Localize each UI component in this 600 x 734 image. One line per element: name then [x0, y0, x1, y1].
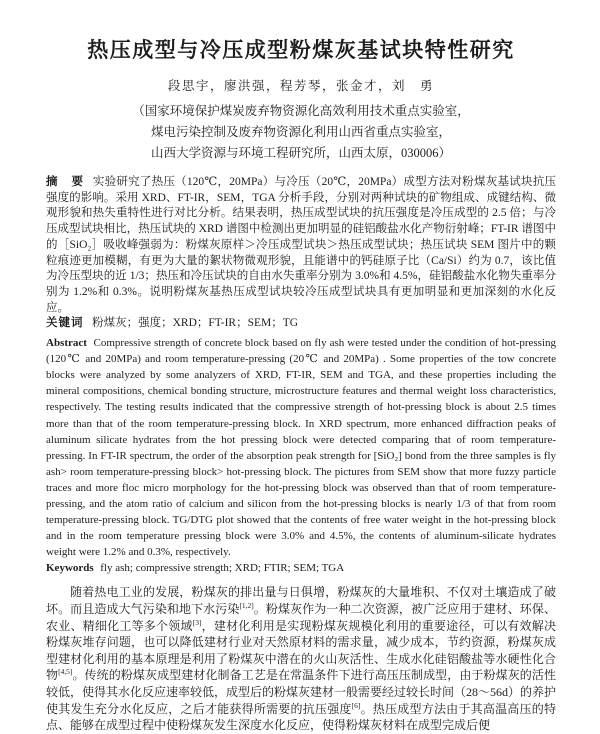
- chinese-keywords: [46, 316, 556, 332]
- chinese-abstract: [46, 175, 556, 316]
- chinese-keywords-text: 粉煤灰；强度；XRD；FT-IR；SEM；TG: [92, 317, 299, 330]
- paper-title: 热压成型与冷压成型粉煤灰基试块特性研究: [87, 38, 515, 62]
- introduction-paragraph: 随着热电工业的发展，粉煤灰的排出量与日俱增，粉煤灰的大量堆积、不仅对土壤造成了破坏。而且造成大气污染和地下水污染[1,2]。粉煤灰作为一种二次资源，被广泛应用于建材、环保、农业、精细化工等多个领域[3]，建材化利用是实现粉煤灰规模化利用的重要途径，可以有效解决粉煤灰堆存问题，也可以降低建材行业对天然原材料的需求量，减少成本，节约资源，粉煤灰成型建材化利用的基本原理是利用了粉煤灰中潜在的火山灰活性、生成水化硅铝酸盐等水硬性化合物[4,5]。传统的粉煤灰成型建材化制备工艺是在常温条件下进行高压压制成型，由于粉煤灰的活性较低，使得其水化反应速率较低，成型后的粉煤灰建材一般需要经过较长时间（28～56d）的养护使其发生充分水化反应，之后才能获得所需要的抗压强度[6]。热压成型方法由于其高温高压的特点、能够在成型过程中使粉煤灰发生深度水化反应，使得粉煤灰材料在成型完成后便: [46, 585, 557, 733]
- english-abstract-text: Compressive strength of concrete block based on fly ash were tested under the condition of hot-pressing (120℃ and 20MPa) and room temperature-pressing (20℃ and 20MPa) . Some properties of the tow concrete blocks were analyzed by some analyzers of XRD, FT-IR, SEM and TGA, and these properties including the mineral compositions, chemical bonding structure, microstructure features and thermal weight loss characteristics, respectively. The testing results indicated that the compressive strength of hot-pressing block is about 2.5 times more than that of the room temperature-pressing block. In XRD spectrum, more enhanced diffraction peaks of aluminum silicate hydrates from the hot pressing block were detected comparing that of room temperature-pressing. In FT-IR spectrum, the order of the absorption peak strength for [SiO₂] bond from the three samples is fly ash> room temperature-pressing block> hot-pressing block. The pictures from SEM show that more fuzzy particle traces and more floc micro morphology for the hot-pressing block was observed than that of room temperature-pressing, and the atom ratio of calcium and silicon from the hot-pressing blocks is nearly 1/3 of that from room temperature-pressing block. TG/DTG plot showed that the contents of free water weight in the hot-pressing block and in the room temperature pressing block were 3.0% and 4.5%, the contents of aluminum-silicate hydrates weight were 1.2% and 0.3%, respectively.: [46, 337, 556, 559]
- affiliation-line-2: 煤电污染控制及废弃物资源化利用山西省重点实验室，: [150, 125, 451, 139]
- english-keywords-label: Keywords: [46, 562, 94, 575]
- english-keywords-text: fly ash; compressive strength; XRD; FTIR; SEM; TGA: [100, 562, 345, 575]
- english-keywords: [46, 560, 556, 576]
- chinese-abstract-label: 摘 要: [46, 176, 85, 188]
- authors-line: 段思宇，廖洪强，程芳琴，张金才，刘 勇: [167, 79, 434, 93]
- chinese-abstract-text: 实验研究了热压（120℃，20MPa）与冷压（20℃，20MPa）成型方法对粉煤灰基试块抗压强度的影响。采用 XRD、FT-IR，SEM，TGA 分析手段，分别对两种试块的矿物组成、成键结构、微观形貌和热失重特性进行对比分析。结果表明，热压成型试块的抗压强度是冷压成型的 2.5 倍；与冷压成型试块相比，热压试块的 XRD 谱图中检测出更加明显的硅铝酸盐水化产物衍射峰；FT-IR 谱图中的［SiO₂］吸收峰强弱为：粉煤灰原样＞冷压成型试块＞热压成型试块；热压试块 SEM 图片中的颗粒痕迹更加模糊，有更为大量的絮状物微观形貌，且能谱中的钙硅原子比（Ca/Si）约为 0.7，该比值为冷压型块的近 1/3；热压和冷压试块的自由水失重率分别为 3.0%和 4.5%，硅铝酸盐水化物失重率分别为 1.2%和 0.3%。说明粉煤灰基热压成型试块较冷压成型试块具有更加明显和更加深刻的水化反应。: [46, 176, 556, 314]
- chinese-keywords-label: 关键词: [46, 317, 84, 330]
- english-abstract-label: Abstract: [46, 337, 87, 350]
- affiliation-block: [46, 101, 556, 164]
- english-abstract: [46, 335, 556, 560]
- affiliation-line-1: （国家环境保护煤炭废弃物资源化高效利用技术重点实验室，: [132, 104, 470, 118]
- affiliation-line-3: 山西大学资源与环境工程研究所，山西太原，030006）: [150, 146, 451, 160]
